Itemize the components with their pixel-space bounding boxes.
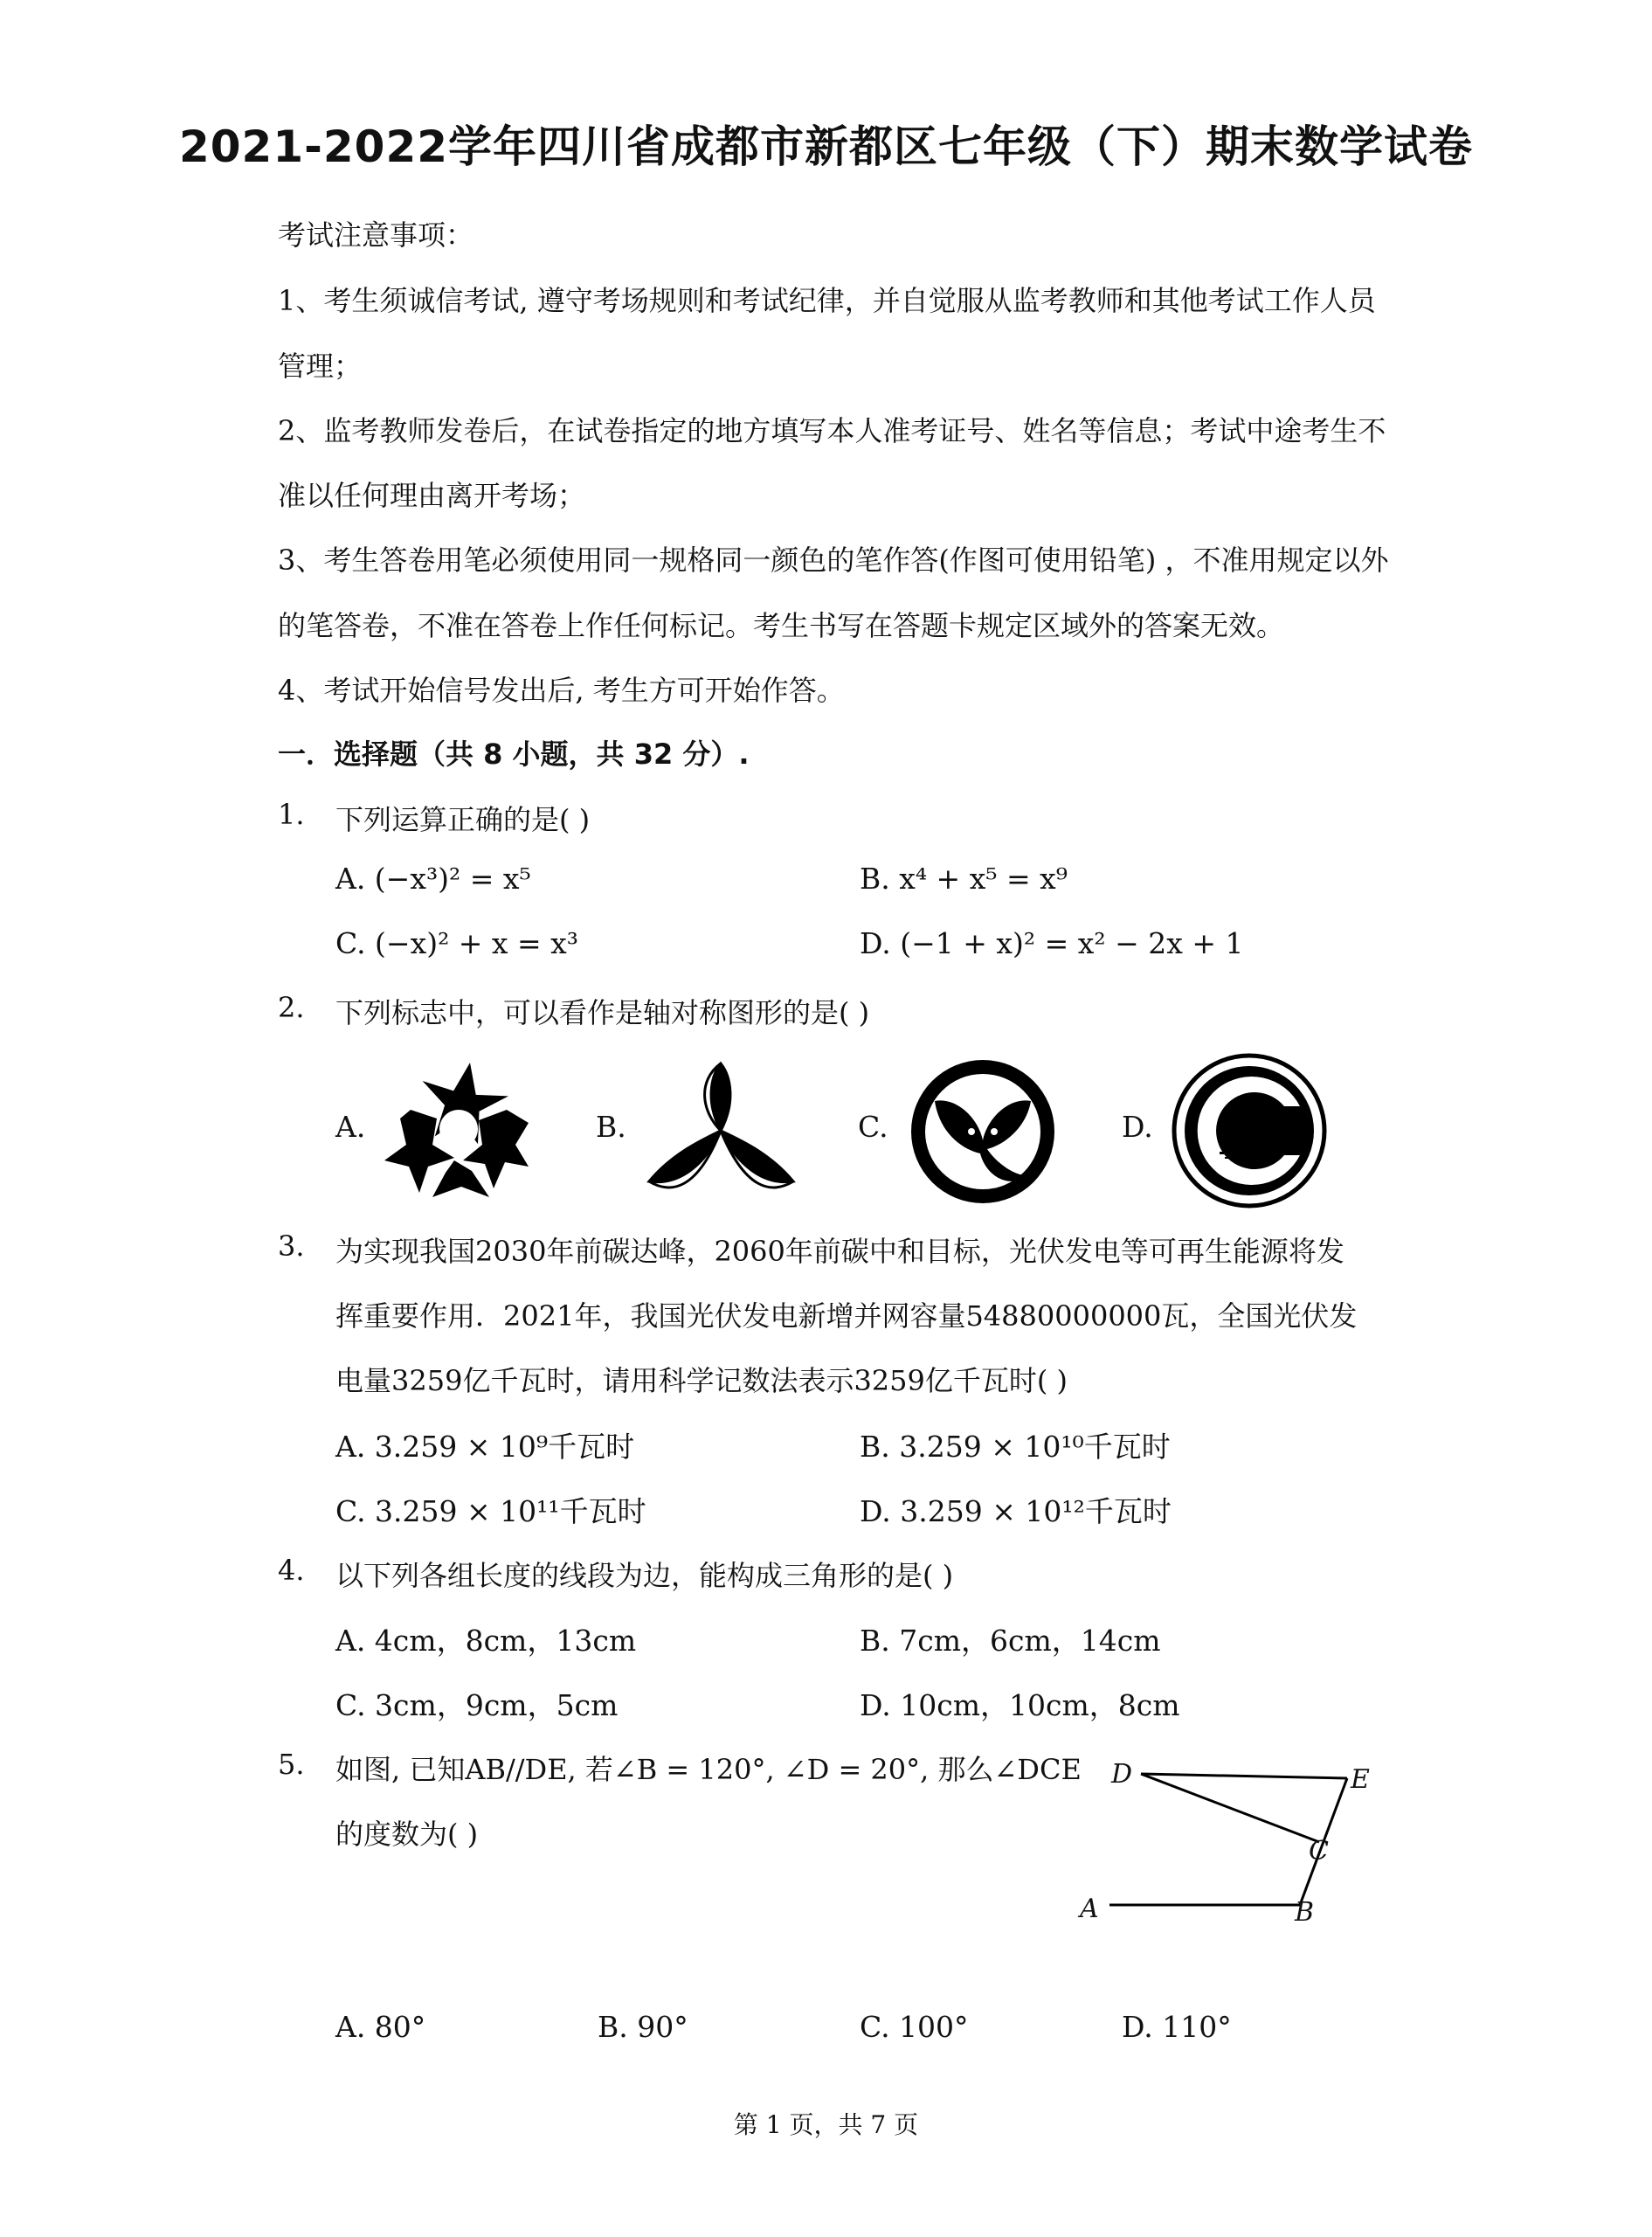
question-number: 5. [278,1748,305,1781]
notice-line: 1、考生须诚信考试, 遵守考场规则和考试纪律，并自觉服从监考教师和其他考试工作人员 [278,284,1376,317]
geometry-figure [1066,1748,1398,1931]
notice-line: 的笔答卷，不准在答卷上作任何标记。考生书写在答题卡规定区域外的答案无效。 [278,609,1285,642]
question-stem: 挥重要作用．2021年，我国光伏发电新增并网容量54880000000瓦，全国光伏发 [335,1299,1358,1333]
question-number: 2. [278,991,305,1024]
point-label-e: E [1351,1764,1370,1795]
option-d: D. (−1 + x)² = x² − 2x + 1 [860,926,1244,960]
question-stem: 为实现我国2030年前碳达峰，2060年前碳中和目标，光伏发电等可再生能源将发 [335,1235,1344,1268]
option-a: A. 3.259 × 10⁹千瓦时 [335,1430,635,1464]
notice-line: 4、考试开始信号发出后, 考生方可开始作答。 [278,674,845,707]
point-label-d: D [1111,1759,1133,1790]
page-title: 2021-2022学年四川省成都市新都区七年级（下）期末数学试卷 [178,121,1474,172]
option-b: B. x⁴ + x⁵ = x⁹ [860,862,1068,896]
segment-dc [1141,1774,1319,1842]
option-a: A. (−x³)² = x⁵ [335,862,531,896]
page-footer: 第 1 页，共 7 页 [733,2110,919,2139]
notice-line: 准以任何理由离开考场； [278,479,586,512]
question-number: 3. [278,1229,305,1263]
question-stem: 以下列各组长度的线段为边，能构成三角形的是( ) [335,1559,954,1592]
notice-heading: 考试注意事项： [278,218,474,252]
notice-line: 3、考生答卷用笔必须使用同一规格同一颜色的笔作答(作图可使用铅笔) ，不准用规定以外 [278,544,1389,577]
option-d: D. 3.259 × 10¹²千瓦时 [860,1494,1172,1528]
logo-a-stars-icon [384,1057,533,1202]
question-stem: 的度数为( ) [335,1818,479,1851]
option-d: D. 110° [1122,2010,1232,2044]
point-label-b: B [1295,1897,1315,1928]
notice-line: 2、监考教师发卷后，在试卷指定的地方填写本人准考证号、姓名等信息；考试中途考生不 [278,414,1386,447]
option-b: B. 3.259 × 10¹⁰千瓦时 [860,1430,1171,1464]
option-b: B. 90° [598,2010,688,2044]
option-b: B. [596,1110,626,1144]
logo-c-leaf-icon [909,1057,1057,1206]
question-stem: 如图, 已知AB//DE, 若∠B = 120°, ∠D = 20°, 那么∠DCE [335,1753,1082,1786]
segment-de [1141,1774,1347,1778]
question-stem: 电量3259亿千瓦时，请用科学记数法表示3259亿千瓦时( ) [335,1364,1068,1397]
option-c: C. 3.259 × 10¹¹千瓦时 [335,1494,646,1528]
option-c: C. [858,1110,888,1144]
option-c: C. 100° [860,2010,969,2044]
logo-b-propeller-icon [645,1059,798,1199]
option-b: B. 7cm，6cm，14cm [860,1624,1161,1658]
option-a: A. 4cm，8cm，13cm [335,1624,637,1658]
option-c: C. 3cm，9cm，5cm [335,1688,619,1722]
option-d: D. [1122,1110,1153,1144]
option-a: A. [335,1110,366,1144]
option-a: A. 80° [335,2010,426,2044]
question-number: 4. [278,1554,305,1587]
notice-line: 管理； [278,350,363,383]
question-stem: 下列标志中，可以看作是轴对称图形的是( ) [335,996,870,1029]
point-label-a: A [1080,1894,1099,1924]
question-stem: 下列运算正确的是( ) [335,803,591,836]
option-d: D. 10cm，10cm，8cm [860,1688,1180,1722]
question-number: 1. [278,798,305,831]
point-label-c: C [1309,1836,1329,1866]
logo-d-mountain-icon [1171,1052,1328,1209]
section-heading: 一．选择题（共 8 小题，共 32 分）. [278,738,750,771]
option-c: C. (−x)² + x = x³ [335,926,579,960]
